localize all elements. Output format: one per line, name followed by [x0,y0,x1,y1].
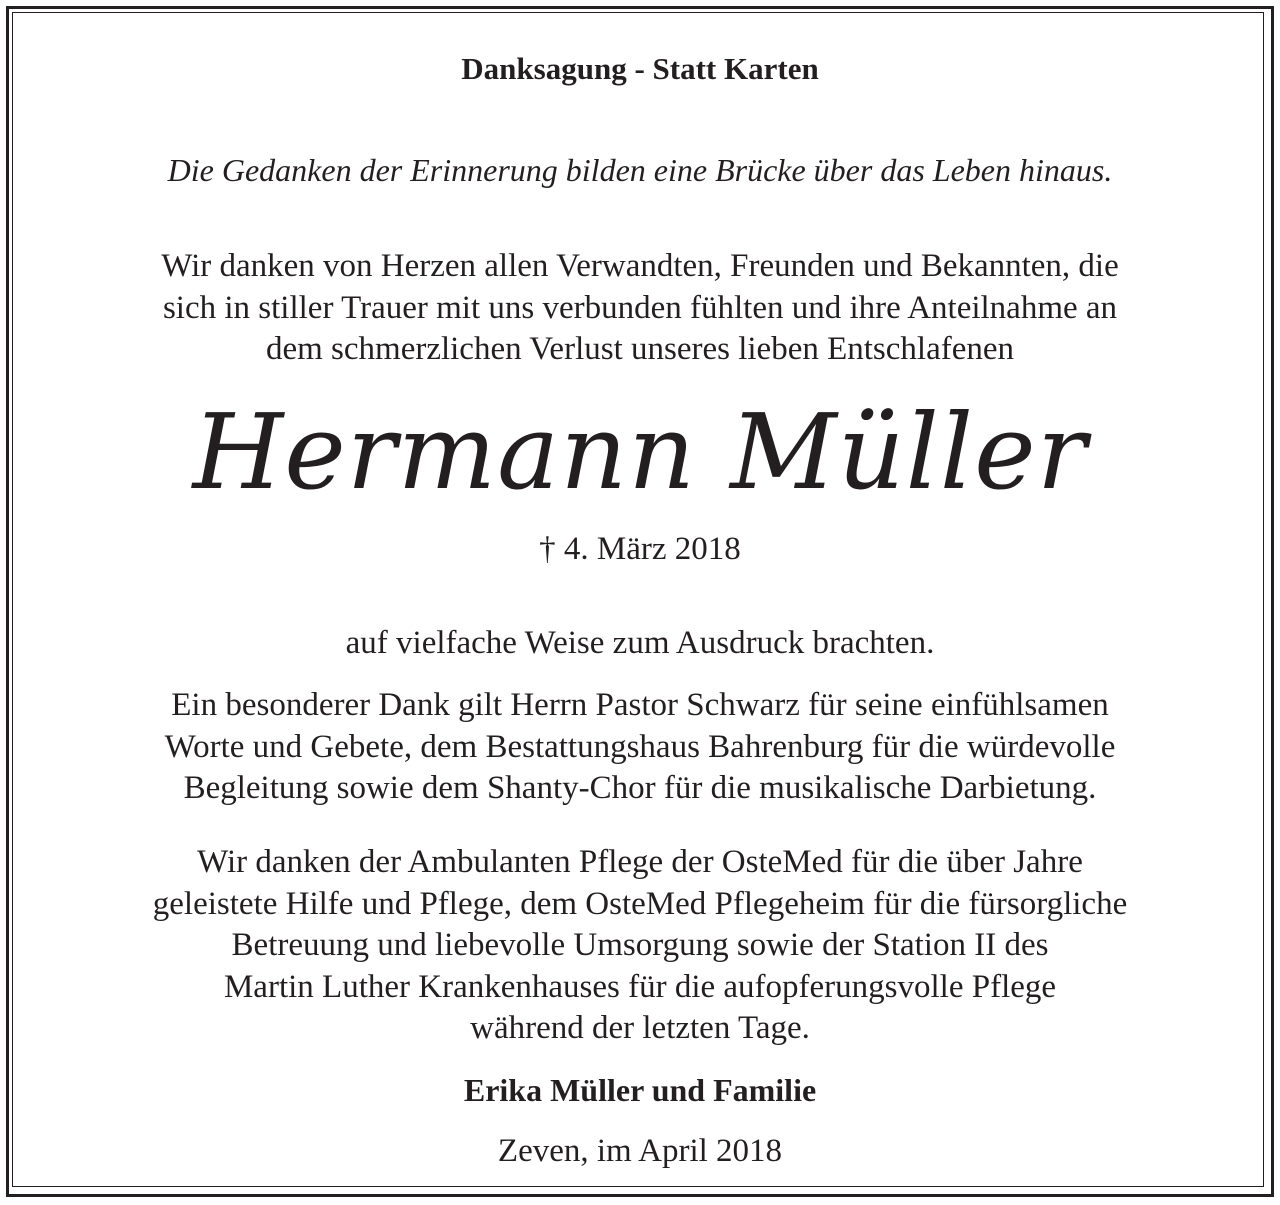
thanks-line: während der letzten Tage. [470,1010,810,1046]
thanks-line: Ein besonderer Dank gilt Herrn Pastor Schwarz für seine einfühlsamen [171,687,1109,723]
intro-paragraph [0,246,1280,371]
continuation-line: auf vielfache Weise zum Ausdruck brachten. [345,625,935,661]
thanks-line: Martin Luther Krankenhauses für die aufopferungsvolle Pflege [223,968,1057,1005]
death-date: † 4. März 2018 [539,531,741,567]
deceased-name: Hermann Müller [192,391,1088,513]
notice-heading: Danksagung - Statt Karten [461,51,819,86]
place-and-date: Zeven, im April 2018 [497,1133,783,1169]
intro-line: dem schmerzlichen Verlust unseres lieben Entschlafenen [265,331,1015,367]
thanks-line: geleistete Hilfe und Pflege, dem OsteMed Pflegeheim für die fürsorgliche [152,885,1128,922]
motto-quote: Die Gedanken der Erinnerung bilden eine Brücke über das Leben hinaus. [167,152,1113,188]
thanks-line: Wir danken der Ambulanten Pflege der OsteMed für die über Jahre [197,844,1083,880]
thanks-line: Worte und Gebete, dem Bestattungshaus Bahrenburg für die würdevolle [164,728,1116,765]
thanks-paragraph-care [0,842,1280,1050]
thanks-line: Begleitung sowie dem Shanty-Chor für die musikalische Darbietung. [183,770,1097,806]
family-signature: Erika Müller und Familie [463,1072,817,1108]
thanks-line: Betreuung und liebevolle Umsorgung sowie der Station II des [231,927,1049,963]
intro-line: Wir danken von Herzen allen Verwandten, Freunden und Bekannten, die [161,248,1119,284]
thanks-paragraph-pastor [0,685,1280,810]
intro-line: sich in stiller Trauer mit uns verbunden fühlten und ihre Anteilnahme an [162,289,1118,326]
